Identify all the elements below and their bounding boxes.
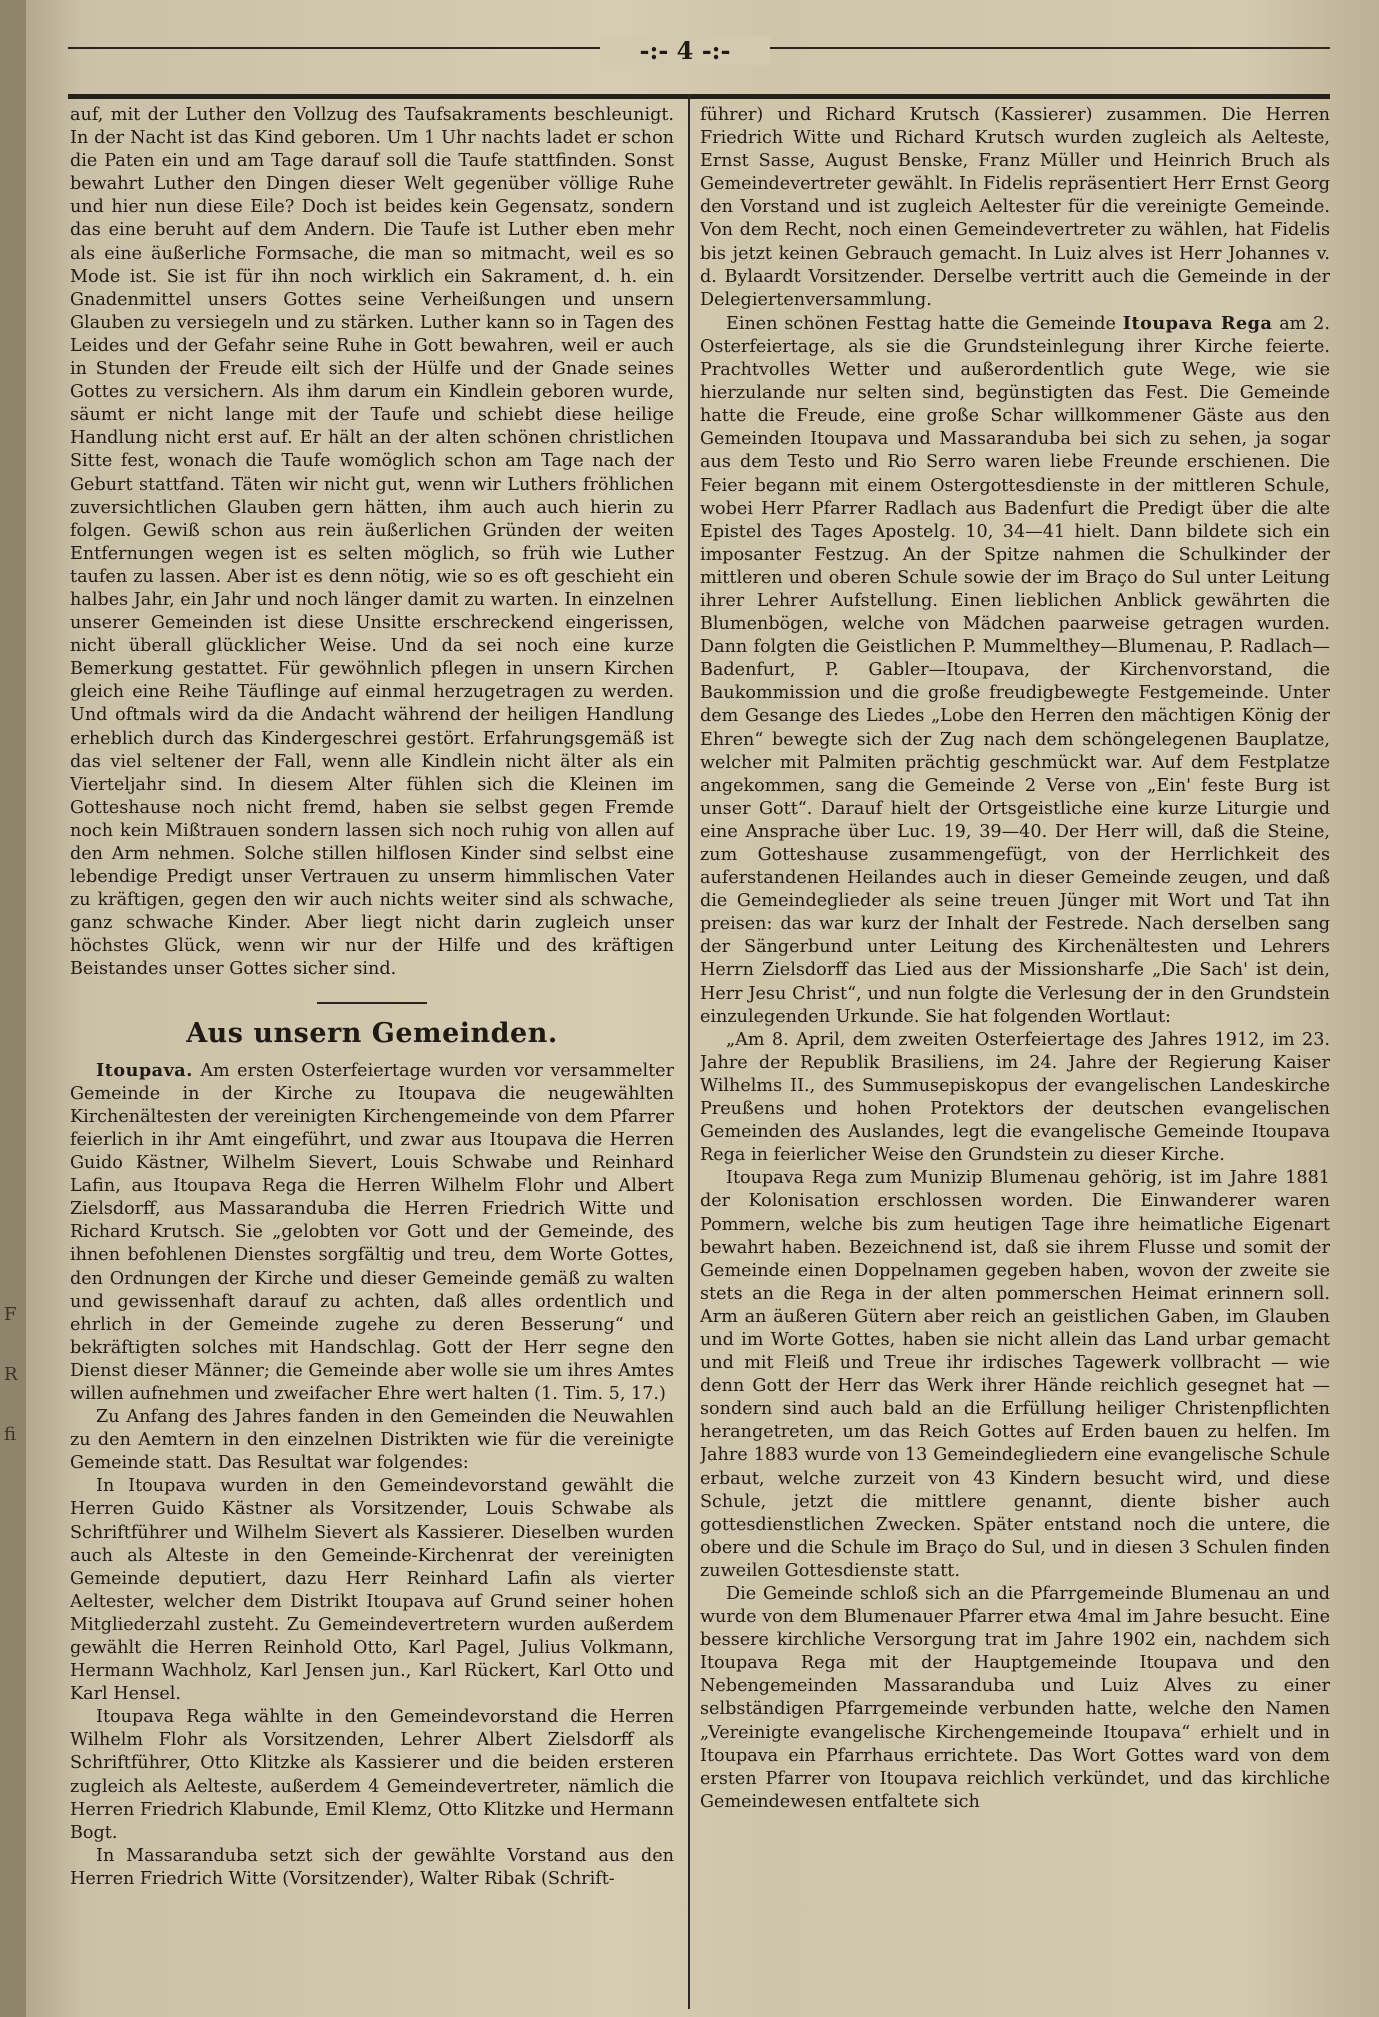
paragraph-itoupava [70, 1059, 674, 1406]
article-continuation: auf, mit der Luther den Vollzug des Taufsakraments beschleunigt. In der Nacht ist das Kind geboren. Um 1 Uhr nachts ladet er schon die Paten ein und am Tage darauf soll die Taufe stattfinden. Sonst bewahrt Luther den Dingen dieser Welt gegenüber völlige Ruhe und hier nun diese Eile? Doch ist beides kein Gegensatz, sondern das eine beruht auf dem Andern. Die Taufe ist Luther eben mehr als eine äußerliche Formsache, die man so mitmacht, weil es so Mode ist. Sie ist für ihn noch wirklich ein Sakrament, d. h. ein Gnadenmittel unsers Gottes seine Verheißungen und unsern Glauben zu versiegeln und zu stärken. Luther kann so in Tagen des Leides und der Gefahr seine Ruhe in Gott bewahren, weil er auch in Stunden der Freude eilt sich der Hülfe und der Gnade seines Gottes zu versichern. Als ihm darum ein Kindlein geboren wurde, säumt er nicht lange mit der Taufe und schiebt diese heilige Handlung nicht erst auf. Er hält an der alten schönen christlichen Sitte fest, wonach die Taufe womöglich schon am Tage nach der Geburt stattfand. Täten wir nicht gut, wenn wir Luthers fröhlichen zuversichtlichen Glauben gern hätten, ihm auch auch hierin zu folgen. Gewiß schon aus rein äußerlichen Gründen der weiten Entfernungen wegen ist es selten möglich, so früh wie Luther taufen zu lassen. Aber ist es denn nötig, wie so es oft geschieht ein halbes Jahr, ein Jahr und noch länger damit zu warten. In einzelnen unserer Gemeinden ist diese Unsitte erschreckend eingerissen, nicht überall glücklicher Weise. Und da sei noch eine kurze Bemerkung gestattet. Für gewöhnlich pflegen in unsern Kirchen gleich eine Reihe Täuflinge auf einmal herzugetragen zu werden. Und oftmals wird da die Andacht während der heiligen Handlung erheblich durch das Kindergeschrei gestört. Erfahrungsgemäß ist das viel seltener der Fall, wenn alle Kindlein nicht älter als ein Vierteljahr sind. In diesem Alter fühlen sich die Kleinen im Gotteshause noch nicht fremd, haben sie selbst gegen Fremde noch kein Mißtrauen sondern lassen sich noch ruhig von allen auf den Arm nehmen. Solche stillen hilflosen Kinder sind selbst eine lebendige Predigt unser Vertrauen zu unserm himmlischen Vater zu kräftigen, gegen den wir auch nichts weiter sind als schwache, ganz schwache Kinder. Aber liegt nicht darin zugleich unser höchstes Glück, wenn wir nur der Hilfe und des kräftigen Beistandes unser Gottes sicher sind. [70, 105, 674, 980]
paragraph-rega-vorstand: Itoupava Rega wählte in den Gemeindevorstand die Herren Wilhelm Flohr als Vorsitzenden, Lehrer Albert Zielsdorff als Schriftführer, Otto Klitzke als Kassierer und die beiden ersteren zugleich als Aelteste, außerdem 4 Gemeindevertreter, nämlich die Herren Friedrich Klabunde, Emil Klemz, Otto Klitzke und Hermann Bogt. [70, 1707, 674, 1843]
page-number: -:- 4 -:- [600, 36, 770, 65]
section-separator [317, 1002, 427, 1004]
paragraph-continuation: führer) und Richard Krutsch (Kassierer) zusammen. Die Herren Friedrich Witte und Richard Krutsch wurden zugleich als Aelteste, Ernst Sasse, August Benske, Franz Müller und Heinrich Bruch als Gemeindevertreter gewählt. In Fidelis repräsentiert Herr Ernst Georg den Vorstand und ist zugleich Aeltester für die vereinigte Gemeinde. Von dem Recht, noch einen Gemeindevertreter zu wählen, hat Fidelis bis jetzt keinen Gebrauch gemacht. In Luiz alves ist Herr Johannes v. d. Bylaardt Vorsitzender. Derselbe vertritt auch die Gemeinde in der Delegiertenversammlung. [700, 105, 1330, 310]
paragraph-geschichte: Itoupava Rega zum Munizip Blumenau gehörig, ist im Jahre 1881 der Kolonisation erschlossen worden. Die Einwanderer waren Pommern, welche bis zum heutigen Tage ihre heimatliche Eigenart bewahrt haben. Bezeichnend ist, daß sie ihrem Flusse und somit der Gemeinde einen Doppelnamen gegeben haben, wovon der zweite sie stets an die Rega in der alten pommerschen Heimat erinnern soll. Arm an äußeren Gütern aber reich an geistlichen Gaben, im Glauben und im Worte Gottes, haben sie nicht allein das Land urbar gemacht und mit Fleiß und Treue ihr irdisches Tagewerk vollbracht — wie denn Gott der Herr das Werk ihrer Hände reichlich gesegnet hat — sondern sind auch bald an die Erfüllung heiliger Christenpflichten herangetreten, um das Reich Gottes auf Erden bauen zu helfen. Im Jahre 1883 wurde von 13 Gemeindegliedern eine evangelische Schule erbaut, welche zurzeit von 43 Kindern besucht wird, und diese Schule, jetzt die mittlere genannt, diente bisher auch gottesdienstlichen Zwecken. Später entstand noch die untere, die obere und die Schule im Braço do Sul, und in diesen 3 Schulen finden zuweilen Gottesdienste statt. [700, 1168, 1330, 1581]
paragraph-text: Am ersten Osterfeiertage wurden vor versammelter Gemeinde in der Kirche zu Itoupava die neugewählten Kirchenältesten der vereinigten Kirchengemeinde von dem Pfarrer feierlich in ihr Amt eingeführt, und zwar aus Itoupava die Herren Guido Kästner, Wilhelm Sievert, Louis Schwabe und Reinhard Lafin, aus Itoupava Rega die Herren Wilhelm Flohr und Albert Zielsdorff, aus Massaranduba die Herren Friedrich Witte und Richard Krutsch. Sie „gelobten vor Gott und der Gemeinde, des ihnen befohlenen Dienstes sorgfältig und treu, dem Worte Gottes, den Ordnungen der Kirche und dieser Gemeinde gemäß zu walten und gewissenhaft darauf zu achten, daß alles ordentlich und ehrlich in der Gemeinde zugehe zu deren Besserung“ und bekräftigten solches mit Handschlag. Gott der Herr segne den Dienst dieser Männer; die Gemeinde aber wolle sie um ihres Amtes willen aufnehmen und zweifacher Ehre wert halten (1. Tim. 5, 17.) [70, 1060, 674, 1404]
paragraph-urkunde: „Am 8. April, dem zweiten Osterfeiertage des Jahres 1912, im 23. Jahre der Republik Brasiliens, im 24. Jahre der Regierung Kaiser Wilhelms II., des Summusepiskopus der evangelischen Landeskirche Preußens und hohen Protektors der deutschen evangelischen Gemeinden des Auslandes, legt die evangelische Gemeinde Itoupava Rega in feierlicher Weise den Grundstein zu dieser Kirche. [700, 1029, 1330, 1166]
left-column [70, 104, 674, 2009]
paragraph-text: am 2. Osterfeiertage, als sie die Grundsteinlegung ihrer Kirche feierte. Prachtvolles Wetter und außerordentlich gute Wege, wie sie hierzulande nur selten sind, begünstigten das Fest. Die Gemeinde hatte die Freude, eine große Schar willkommener Gäste aus den Gemeinden Itoupava und Massaranduba bei sich zu sehen, ja sogar aus dem Testo und Rio Serro waren liebe Freunde erschienen. Die Feier begann mit einem Ostergottesdienste in der mittleren Schule, wobei Herr Pfarrer Radlach aus Badenfurt die Predigt über die alte Epistel des Tages Apostelg. 10, 34—41 hielt. Dann bildete sich ein imposanter Festzug. An der Spitze nahmen die Schulkinder der mittleren und oberen Schule sowie der im Braço do Sul unter Leitung ihrer Lehrer Aufstellung. Einen lieblichen Anblick gewährten die Blumenbögen, welche von Mädchen paarweise getragen wurden. Dann folgten die Geistlichen P. Mummelthey—Blumenau, P. Radlach—Badenfurt, P. Gabler—Itoupava, der Kirchenvorstand, die Baukommission und die große freudigbewegte Festgemeinde. Unter dem Gesange des Liedes „Lobe den Herren den mächtigen König der Ehren“ bewegte sich der Zug nach dem schöngelegenen Bauplatze, welcher mit Palmiten prächtig geschmückt war. Auf dem Festplatze angekommen, sang die Gemeinde 2 Verse von „Ein' feste Burg ist unser Gott“. Darauf hielt der Ortsgeistliche eine kurze Liturgie und eine Ansprache über Luc. 19, 39—40. Der Herr will, daß die Steine, zum Gotteshause zusammengefügt, von der Herrlichkeit des auferstandenen Heilandes auch in dieser Gemeinde zeugen, und daß die Gemeindeglieder als seine treuen Jünger mit Wort und Tat ihn preisen: das war kurz der Inhalt der Festrede. Nach derselben sang der Sängerbund unter Leitung des Kirchenältesten und Lehrers Herrn Zielsdorff das Lied aus der Missionsharfe „Die Sach' ist dein, Herr Jesu Christ“, und nun folgte die Verlesung der in den Grundstein einzulegenden Urkunde. Sie hat folgenden Wortlaut: [700, 313, 1330, 1027]
paragraph-pfarrgemeinde: Die Gemeinde schloß sich an die Pfarrgemeinde Blumenau an und wurde von dem Blumenauer Pfarrer etwa 4mal im Jahre besucht. Eine bessere kirchliche Versorgung trat im Jahre 1902 ein, nachdem sich Itoupava Rega mit der Hauptgemeinde Itoupava und den Nebengemeinden Massaranduba und Luiz Alves zu einer selbständigen Pfarrgemeinde verbunden hatte, welche den Namen „Vereinigte evangelische Kirchengemeinde Itoupava“ erhielt und in Itoupava ein Pfarrhaus errichtete. Das Wort Gottes ward von dem ersten Pfarrer von Itoupava reichlich verkündet, und das kirchliche Gemeindewesen entfaltete sich [700, 1584, 1330, 1812]
section-title: Aus unsern Gemeinden. [186, 1017, 558, 1049]
right-column [700, 104, 1330, 2009]
binding-edge [0, 0, 26, 2017]
place-name: Itoupava. [96, 1059, 193, 1081]
paragraph-neuwahlen: Zu Anfang des Jahres fanden in den Gemeinden die Neuwahlen zu den Aemtern in den einzelnen Distrikten wie für die vereinigte Gemeinde statt. Das Resultat war folgendes: [70, 1407, 674, 1474]
column-top-rule [68, 94, 1330, 99]
place-name: Itoupava Rega [1122, 312, 1273, 334]
gutter-marks: F R fi [4, 1304, 18, 1445]
column-divider [688, 94, 690, 2009]
paragraph-festtag [700, 312, 1330, 1029]
paragraph-itoupava-vorstand: In Itoupava wurden in den Gemeindevorstand gewählt die Herren Guido Kästner als Vorsitzender, Louis Schwabe als Schriftführer und Wilhelm Sievert als Kassierer. Dieselben wurden auch als Alteste in den Gemeinde-Kirchenrat der vereinigten Gemeinde deputiert, dazu Herr Reinhard Lafin als vierter Aeltester, welcher dem Distrikt Itoupava auf Grund seiner hohen Mitgliederzahl zusteht. Zu Gemeindevertretern wurden außerdem gewählt die Herren Reinhold Otto, Karl Pagel, Julius Volkmann, Hermann Wachholz, Karl Jensen jun., Karl Rückert, Karl Otto und Karl Hensel. [70, 1476, 674, 1705]
paragraph-lead: Einen schönen Festtag hatte die Gemeinde [726, 313, 1123, 334]
paragraph-massaranduba: In Massaranduba setzt sich der gewählte Vorstand aus den Herren Friedrich Witte (Vorsitzender), Walter Ribak (Schrift- [70, 1845, 674, 1889]
